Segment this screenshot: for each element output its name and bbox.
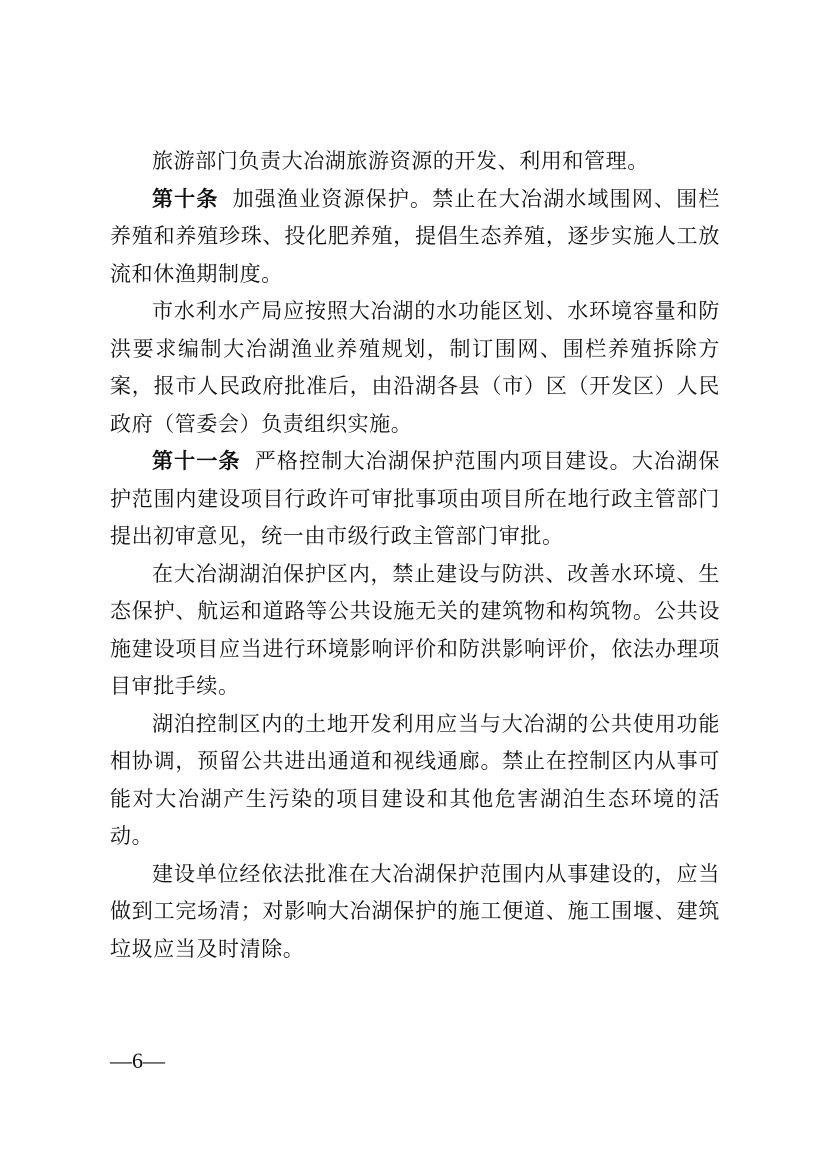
paragraph-text: 加强渔业资源保护。禁止在大冶湖水域围网、围栏养殖和养殖珍珠、投化肥养殖，提倡生态养殖，逐步实施人工放流和休渔期制度。 bbox=[110, 186, 720, 286]
paragraph-control-zone bbox=[110, 706, 720, 856]
paragraph-tourism bbox=[110, 143, 720, 181]
paragraph-protection-zone bbox=[110, 556, 720, 706]
paragraph-text: 严格控制大冶湖保护范围内项目建设。大冶湖保护范围内建设项目行政许可审批事项由项目所在地行政主管部门提出初审意见，统一由市级行政主管部门审批。 bbox=[110, 449, 720, 548]
paragraph-text: 市水利水产局应按照大冶湖的水功能区划、水环境容量和防洪要求编制大冶湖渔业养殖规划，制订围网、围栏养殖拆除方案，报市人民政府批准后，由沿湖各县（市）区（开发区）人民政府（管委会）负责组织实施。 bbox=[110, 299, 720, 436]
article-number: 第十一条 bbox=[152, 449, 241, 473]
paragraph-fishery-plan bbox=[110, 293, 720, 443]
paragraph-text: 旅游部门负责大冶湖旅游资源的开发、利用和管理。 bbox=[152, 149, 649, 173]
paragraph-text: 在大冶湖湖泊保护区内，禁止建设与防洪、改善水环境、生态保护、航运和道路等公共设施无关的建筑物和构筑物。公共设施建设项目应当进行环境影响评价和防洪影响评价，依法办理项目审批手续。 bbox=[110, 561, 720, 698]
paragraph-text: 建设单位经依法批准在大冶湖保护范围内从事建设的，应当做到工完场清；对影响大冶湖保护的施工便道、施工围堰、建筑垃圾应当及时清除。 bbox=[110, 861, 720, 961]
paragraph-text: 湖泊控制区内的土地开发利用应当与大冶湖的公共使用功能相协调，预留公共进出通道和视线通廊。禁止在控制区内从事可能对大冶湖产生污染的项目建设和其他危害湖泊生态环境的活动。 bbox=[110, 711, 720, 848]
paragraph-construction-cleanup bbox=[110, 856, 720, 969]
page-number: —6— bbox=[110, 1048, 165, 1073]
document-body bbox=[110, 143, 720, 968]
article-number: 第十条 bbox=[152, 186, 219, 211]
article-10-paragraph bbox=[110, 181, 720, 294]
article-11-paragraph bbox=[110, 443, 720, 556]
